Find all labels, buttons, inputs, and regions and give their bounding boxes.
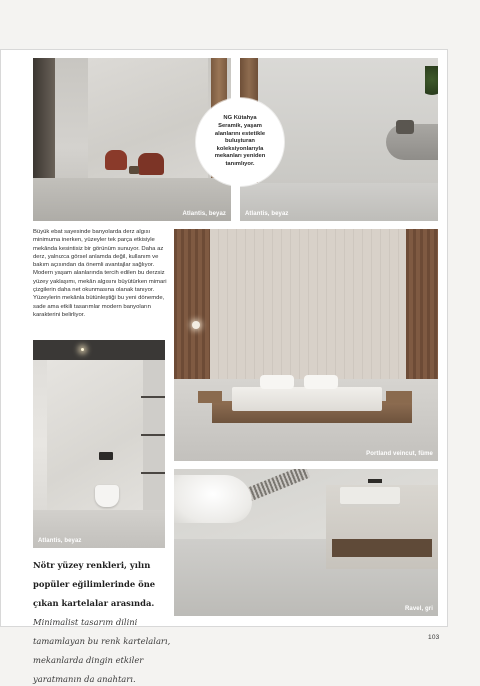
photo-caption: Atlantis, beyaz (182, 211, 226, 217)
article-paragraph: Büyük ebat sayesinde banyolarda derz algısı minimuma inerken, yüzeyler tek parça etkisiyle mekânda kesintisiz bir görünüm sunuyor. Daha az derz, yalnızca görsel anlamda değil, kullanım ve bakım açısından da önemli avantajlar sağlıyor. Modern yaşam alanlarında tercih edilen bu derzsiz yüzey yaklaşımı, mekân algısını büyütürken mimari çizgilerin daha net okunmasına olanak tanıyor. Yüzeylerin mekânla bütünleştiği bu yeni dönemde, sade ama etkili tasarımlar modern banyoların karakterini belirliyor. (33, 229, 167, 318)
photo-bedroom (174, 229, 438, 461)
badge-line: alanlarını estetikle (214, 130, 266, 137)
badge-line: tanımlıyor. (225, 160, 255, 167)
badge-line: NG Kütahya (223, 115, 257, 122)
page-number: 103 (428, 634, 440, 641)
photo-caption: Portland veincut, füme (366, 451, 433, 457)
badge-line: koleksiyonlarıyla (216, 145, 264, 152)
quote-badge (198, 100, 282, 184)
badge-line: buluşturan (225, 138, 255, 145)
badge-line: Seramik, yaşam (218, 123, 262, 130)
badge-line: mekanları yeniden (214, 153, 266, 160)
pull-quote-bold: Nötr yüzey renkleri, yılın popüler eğilimlerinde öne çıkan kartelalar arasında. (33, 560, 156, 608)
photo-caption: Ravel, gri (404, 606, 433, 612)
photo-bathroom-niche (33, 340, 165, 548)
photo-bath (174, 469, 438, 616)
pull-quote (33, 553, 173, 686)
pull-quote-italic: Minimalist tasarım dilini tamamlayan bu renk kartelaları, mekanlarda dingin etkiler yaratmanın da anahtarı. (33, 617, 171, 684)
photo-caption: Atlantis, beyaz (38, 538, 82, 544)
photo-caption: Atlantis, beyaz (245, 211, 289, 217)
article-body (33, 228, 173, 319)
